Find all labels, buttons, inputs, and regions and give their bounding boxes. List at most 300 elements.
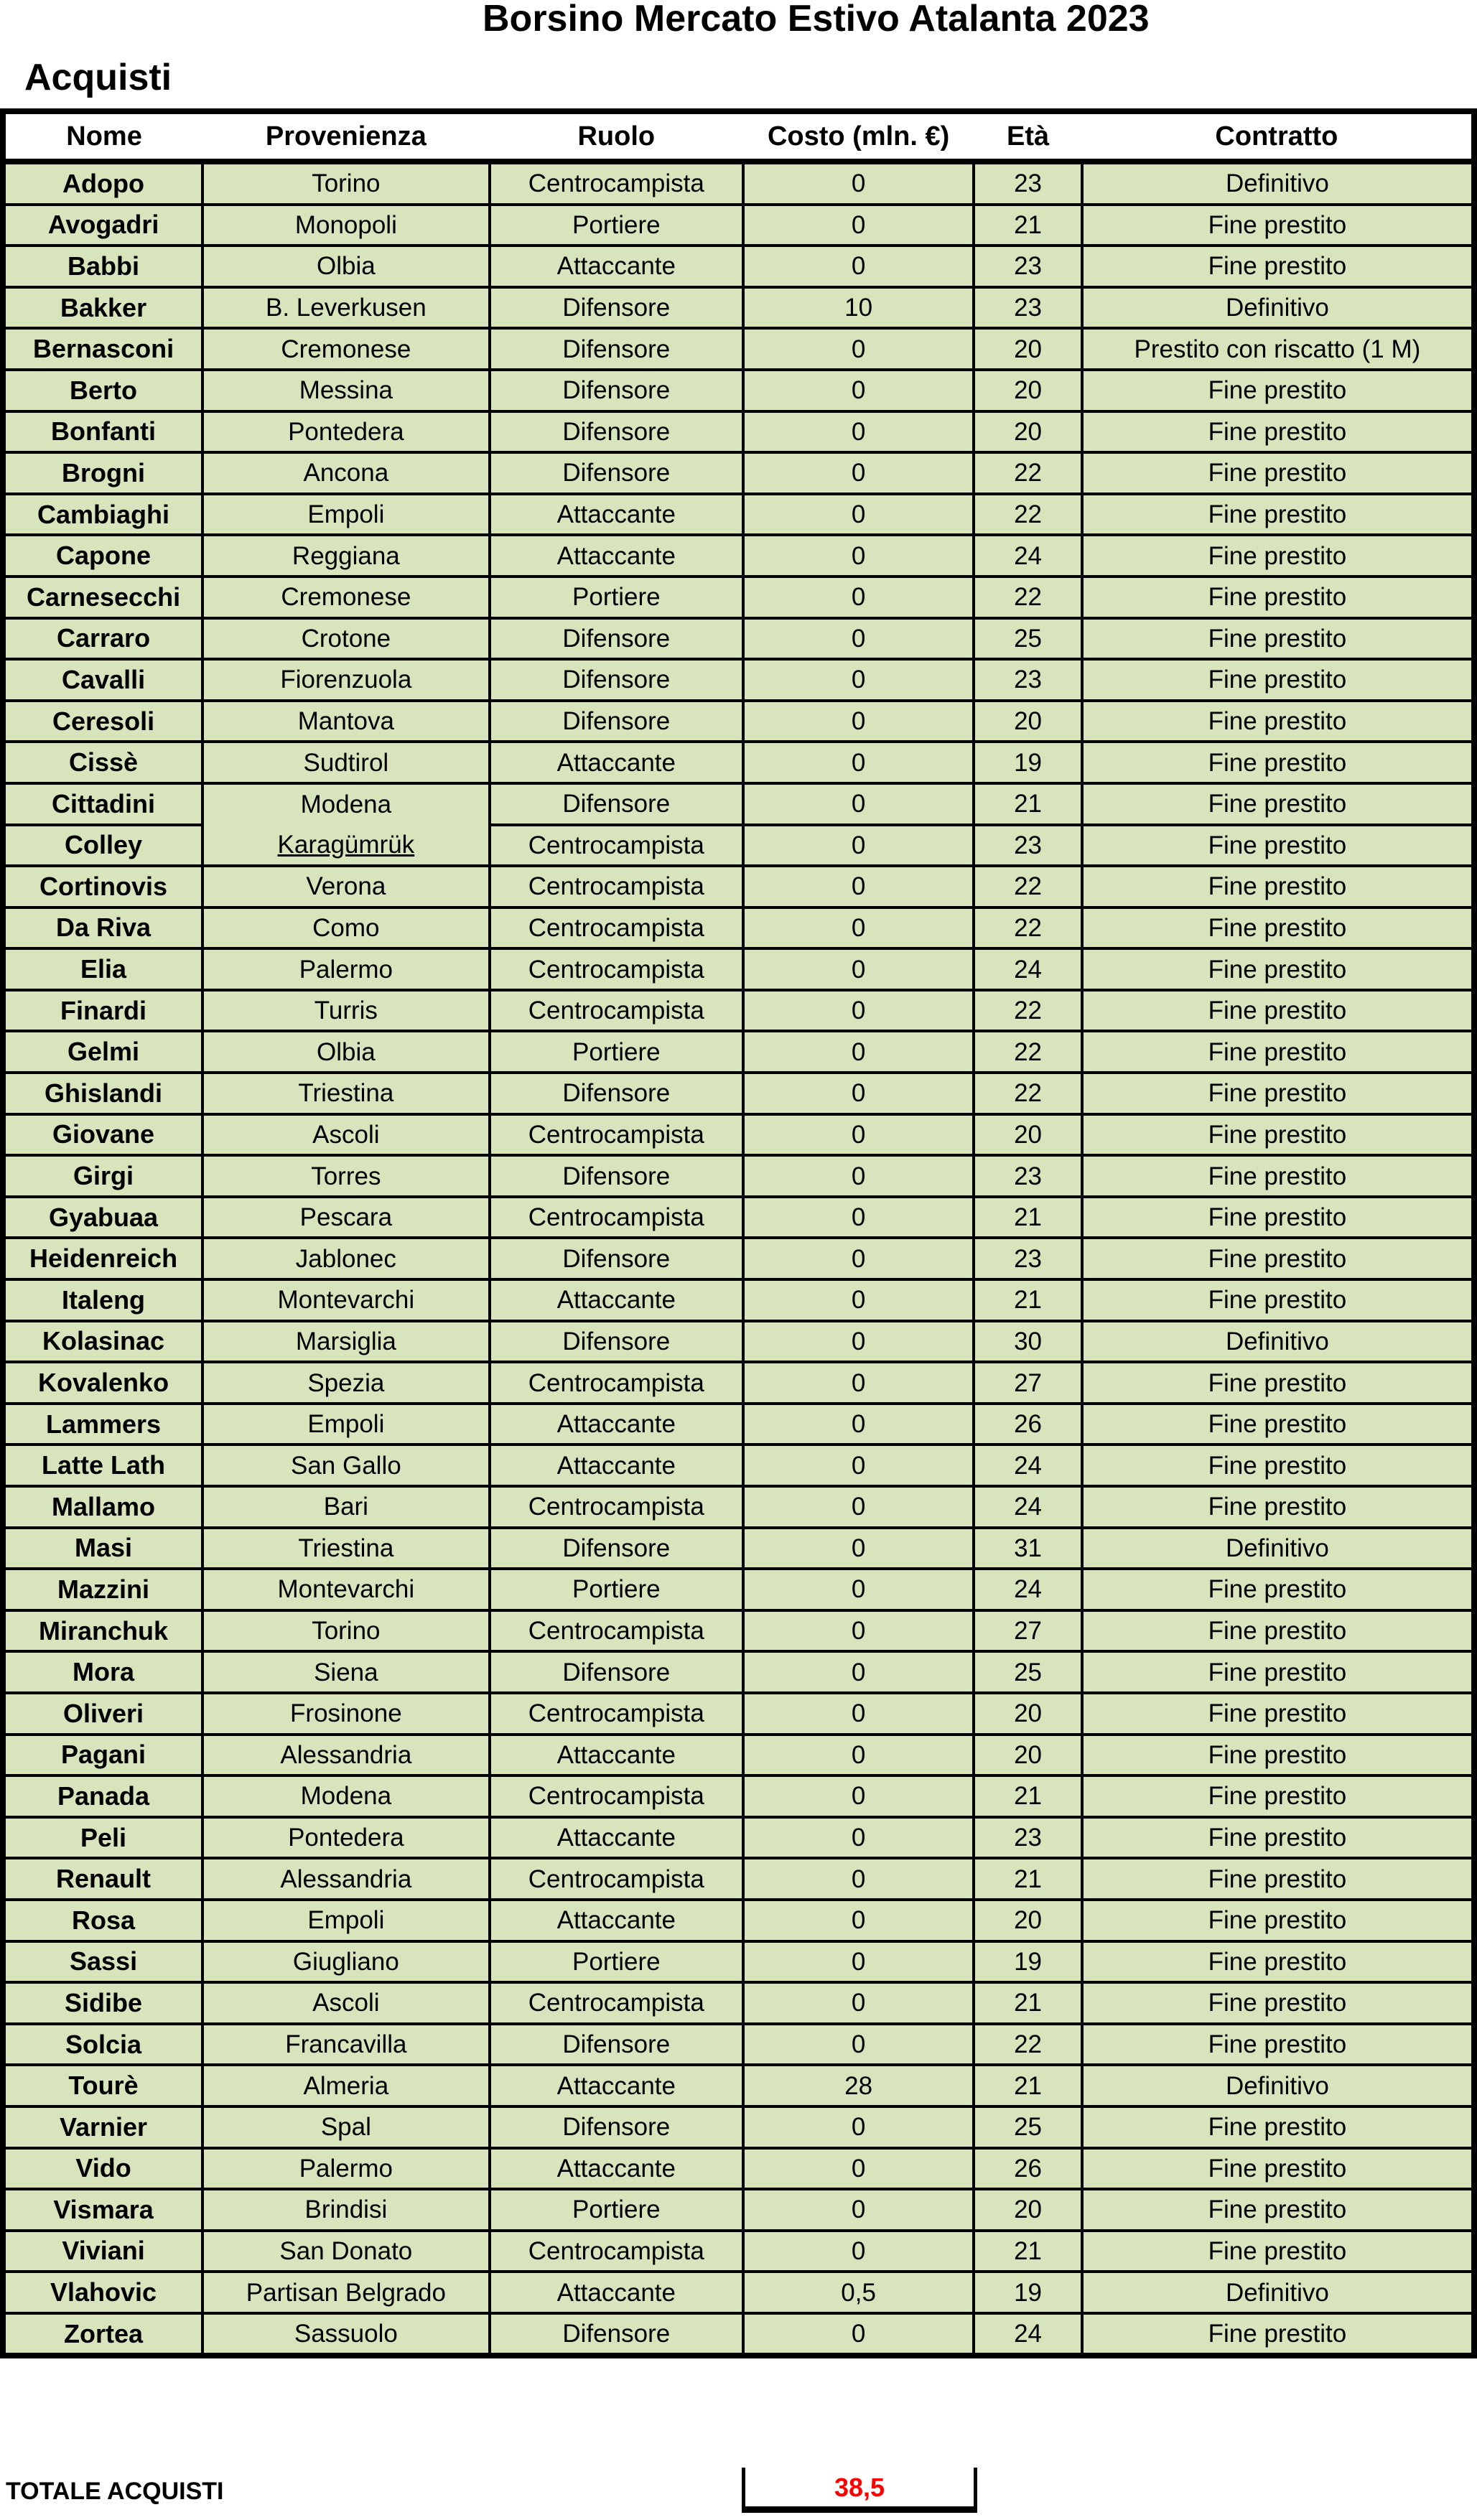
cell-provenienza-text: Modena bbox=[300, 1782, 392, 1811]
cell-costo bbox=[743, 577, 974, 618]
cell-nome bbox=[3, 1031, 202, 1073]
cell-costo bbox=[743, 1031, 974, 1073]
cell-eta bbox=[974, 411, 1082, 453]
cell-nome-text: Tourè bbox=[68, 2071, 139, 2101]
cell-contratto-text: Fine prestito bbox=[1208, 459, 1347, 487]
cell-ruolo bbox=[490, 494, 743, 536]
cell-ruolo-text: Portiere bbox=[572, 2195, 661, 2224]
cell-eta-text: 21 bbox=[1014, 1989, 1042, 2017]
cell-contratto bbox=[1082, 990, 1474, 1032]
table-row bbox=[3, 577, 1474, 618]
cell-provenienza bbox=[202, 618, 490, 660]
cell-provenienza bbox=[202, 328, 490, 370]
cell-eta-text: 20 bbox=[1014, 1906, 1042, 1935]
cell-contratto-text: Fine prestito bbox=[1208, 1493, 1347, 1521]
cell-ruolo-text: Centrocampista bbox=[528, 831, 704, 859]
cell-eta-text: 24 bbox=[1014, 1493, 1042, 1521]
cell-contratto bbox=[1082, 2106, 1474, 2148]
cell-nome bbox=[3, 370, 202, 411]
cell-contratto bbox=[1082, 1404, 1474, 1445]
cell-ruolo bbox=[490, 1073, 743, 1114]
cell-nome bbox=[3, 1528, 202, 1569]
cell-contratto-text: Fine prestito bbox=[1208, 583, 1347, 612]
cell-eta bbox=[974, 162, 1082, 205]
cell-nome-text: Mazzini bbox=[57, 1574, 150, 1604]
cell-costo bbox=[743, 494, 974, 536]
cell-provenienza-text: Bari bbox=[323, 1493, 368, 1521]
cell-provenienza-text: Empoli bbox=[307, 1410, 385, 1439]
cell-ruolo-text: Portiere bbox=[572, 210, 661, 239]
table-row bbox=[3, 370, 1474, 411]
cell-costo bbox=[743, 618, 974, 660]
table-row bbox=[3, 2272, 1474, 2313]
totals-value: 38,5 bbox=[834, 2473, 885, 2502]
cell-nome bbox=[3, 1817, 202, 1859]
cell-eta bbox=[974, 1197, 1082, 1238]
cell-ruolo bbox=[490, 1693, 743, 1735]
cell-nome-text: Zortea bbox=[64, 2318, 144, 2348]
cell-provenienza-text: Karagümrük bbox=[277, 830, 415, 859]
cell-ruolo bbox=[490, 2024, 743, 2066]
cell-costo-text: 0 bbox=[851, 1286, 866, 1315]
cell-nome bbox=[3, 1693, 202, 1735]
cell-provenienza-text: Triestina bbox=[298, 1534, 394, 1562]
cell-nome-text: Colley bbox=[65, 830, 143, 860]
cell-provenienza bbox=[202, 494, 490, 536]
cell-contratto-text: Fine prestito bbox=[1208, 624, 1347, 653]
cell-contratto-text: Fine prestito bbox=[1208, 376, 1347, 405]
cell-eta-text: 23 bbox=[1014, 1162, 1042, 1190]
cell-costo-text: 0 bbox=[851, 417, 866, 446]
cell-costo bbox=[743, 659, 974, 701]
cell-provenienza-text: Verona bbox=[306, 872, 386, 901]
cell-provenienza-text: Pontedera bbox=[288, 417, 404, 446]
cell-eta-text: 22 bbox=[1014, 997, 1042, 1025]
cell-nome bbox=[3, 2313, 202, 2356]
cell-provenienza bbox=[202, 1735, 490, 1776]
cell-contratto-text: Definitivo bbox=[1225, 169, 1329, 198]
cell-eta bbox=[974, 1031, 1082, 1073]
cell-contratto bbox=[1082, 1941, 1474, 1983]
cell-eta-text: 22 bbox=[1014, 872, 1042, 901]
cell-ruolo-text: Attaccante bbox=[556, 2071, 676, 2100]
cell-provenienza bbox=[202, 783, 490, 825]
cell-contratto bbox=[1082, 1858, 1474, 1900]
cell-costo-text: 0 bbox=[851, 1617, 866, 1646]
cell-provenienza bbox=[202, 2148, 490, 2190]
cell-eta bbox=[974, 1569, 1082, 1610]
cell-nome bbox=[3, 990, 202, 1032]
cell-provenienza bbox=[202, 2272, 490, 2313]
totals-value-box bbox=[742, 2468, 977, 2513]
cell-costo bbox=[743, 452, 974, 494]
cell-costo bbox=[743, 990, 974, 1032]
cell-nome-text: Cortinovis bbox=[39, 871, 168, 901]
cell-nome bbox=[3, 2024, 202, 2066]
cell-provenienza-text: Montevarchi bbox=[277, 1575, 415, 1604]
cell-ruolo-text: Attaccante bbox=[556, 1410, 676, 1439]
cell-eta bbox=[974, 1404, 1082, 1445]
cell-costo bbox=[743, 2148, 974, 2190]
cell-costo bbox=[743, 1155, 974, 1197]
cell-nome bbox=[3, 1404, 202, 1445]
cell-eta-text: 21 bbox=[1014, 2236, 1042, 2265]
cell-ruolo bbox=[490, 2148, 743, 2190]
cell-ruolo-text: Centrocampista bbox=[528, 1699, 704, 1728]
cell-ruolo-text: Difensore bbox=[562, 666, 671, 694]
table-header-row bbox=[3, 111, 1474, 162]
table-row bbox=[3, 1817, 1474, 1859]
cell-ruolo-text: Difensore bbox=[562, 1162, 671, 1190]
section-heading: Acquisti bbox=[24, 57, 172, 98]
cell-eta bbox=[974, 825, 1082, 867]
table-row bbox=[3, 1693, 1474, 1735]
cell-ruolo bbox=[490, 328, 743, 370]
cell-provenienza bbox=[202, 1528, 490, 1569]
cell-ruolo bbox=[490, 1404, 743, 1445]
cell-nome bbox=[3, 1238, 202, 1279]
cell-nome-text: Vismara bbox=[53, 2194, 154, 2224]
cell-eta-text: 22 bbox=[1014, 2030, 1042, 2059]
cell-costo-text: 0 bbox=[851, 1947, 866, 1976]
table-row bbox=[3, 494, 1474, 536]
cell-ruolo-text: Difensore bbox=[562, 1658, 671, 1686]
cell-nome-text: Renault bbox=[56, 1864, 152, 1894]
table-row bbox=[3, 1073, 1474, 1114]
table-row bbox=[3, 535, 1474, 577]
cell-nome-text: Gyabuaa bbox=[49, 1202, 159, 1232]
cell-contratto-text: Definitivo bbox=[1225, 294, 1329, 322]
cell-eta-text: 26 bbox=[1014, 2154, 1042, 2183]
cell-contratto-text: Fine prestito bbox=[1208, 1451, 1347, 1480]
cell-eta bbox=[974, 948, 1082, 990]
cell-contratto-text: Fine prestito bbox=[1208, 913, 1347, 942]
cell-provenienza bbox=[202, 2189, 490, 2231]
cell-eta bbox=[974, 494, 1082, 536]
cell-costo-text: 0 bbox=[851, 500, 866, 529]
table-row bbox=[3, 866, 1474, 907]
cell-costo-text: 0 bbox=[851, 583, 866, 612]
cell-nome bbox=[3, 1651, 202, 1693]
cell-contratto bbox=[1082, 328, 1474, 370]
cell-costo-text: 0 bbox=[851, 376, 866, 405]
cell-nome bbox=[3, 1858, 202, 1900]
table-row bbox=[3, 742, 1474, 783]
cell-provenienza bbox=[202, 1197, 490, 1238]
cell-ruolo bbox=[490, 866, 743, 907]
cell-nome-text: Masi bbox=[75, 1533, 133, 1563]
column-header-ruolo: Ruolo bbox=[490, 111, 743, 162]
cell-provenienza bbox=[202, 1817, 490, 1859]
cell-nome bbox=[3, 1114, 202, 1156]
cell-ruolo-text: Centrocampista bbox=[528, 872, 704, 901]
cell-eta-text: 20 bbox=[1014, 376, 1042, 405]
cell-nome-text: Da Riva bbox=[56, 913, 152, 943]
cell-eta bbox=[974, 1238, 1082, 1279]
cell-nome-text: Viviani bbox=[62, 2236, 145, 2266]
cell-ruolo-text: Attaccante bbox=[556, 252, 676, 281]
cell-costo-text: 0 bbox=[851, 748, 866, 777]
cell-costo bbox=[743, 2231, 974, 2272]
cell-provenienza bbox=[202, 1238, 490, 1279]
cell-costo-text: 0 bbox=[851, 1782, 866, 1811]
cell-contratto-text: Definitivo bbox=[1225, 2278, 1329, 2307]
cell-contratto-text: Fine prestito bbox=[1208, 666, 1347, 694]
cell-contratto bbox=[1082, 2024, 1474, 2066]
table-row bbox=[3, 1362, 1474, 1404]
cell-contratto bbox=[1082, 1693, 1474, 1735]
cell-costo bbox=[743, 1321, 974, 1363]
cell-eta bbox=[974, 1528, 1082, 1569]
cell-eta bbox=[974, 452, 1082, 494]
cell-contratto-text: Fine prestito bbox=[1208, 500, 1347, 529]
cell-provenienza-text: Palermo bbox=[299, 2154, 393, 2183]
cell-contratto bbox=[1082, 205, 1474, 246]
cell-costo-text: 0 bbox=[851, 1244, 866, 1273]
cell-eta-text: 23 bbox=[1014, 666, 1042, 694]
cell-eta-text: 24 bbox=[1014, 955, 1042, 984]
cell-ruolo bbox=[490, 1155, 743, 1197]
cell-ruolo-text: Centrocampista bbox=[528, 1120, 704, 1149]
cell-contratto-text: Definitivo bbox=[1225, 1327, 1329, 1355]
cell-nome bbox=[3, 535, 202, 577]
cell-contratto-text: Fine prestito bbox=[1208, 252, 1347, 281]
cell-costo bbox=[743, 1569, 974, 1610]
table-row bbox=[3, 287, 1474, 329]
cell-provenienza-text: Giugliano bbox=[292, 1947, 399, 1976]
cell-contratto bbox=[1082, 948, 1474, 990]
table-row bbox=[3, 411, 1474, 453]
cell-nome bbox=[3, 1155, 202, 1197]
cell-ruolo bbox=[490, 1610, 743, 1652]
cell-nome-text: Avogadri bbox=[47, 210, 159, 240]
cell-contratto-text: Fine prestito bbox=[1208, 210, 1347, 239]
table-row bbox=[3, 1735, 1474, 1776]
cell-eta bbox=[974, 328, 1082, 370]
cell-ruolo-text: Difensore bbox=[562, 2320, 671, 2348]
cell-costo-text: 0 bbox=[851, 1575, 866, 1604]
cell-provenienza-text: Torino bbox=[312, 169, 381, 198]
cell-costo-text: 0 bbox=[851, 1824, 866, 1852]
cell-costo-text: 28 bbox=[844, 2071, 873, 2100]
cell-nome bbox=[3, 2065, 202, 2106]
cell-eta-text: 30 bbox=[1014, 1327, 1042, 1355]
table-row bbox=[3, 1031, 1474, 1073]
cell-ruolo bbox=[490, 2106, 743, 2148]
cell-ruolo bbox=[490, 1238, 743, 1279]
cell-eta bbox=[974, 1114, 1082, 1156]
cell-eta bbox=[974, 1362, 1082, 1404]
table-row bbox=[3, 162, 1474, 205]
table-row bbox=[3, 328, 1474, 370]
table-row bbox=[3, 1279, 1474, 1321]
cell-provenienza bbox=[202, 577, 490, 618]
cell-provenienza bbox=[202, 825, 490, 867]
cell-contratto bbox=[1082, 2065, 1474, 2106]
cell-provenienza-text: Ascoli bbox=[312, 1120, 380, 1149]
cell-nome bbox=[3, 1775, 202, 1817]
cell-nome-text: Mallamo bbox=[52, 1491, 156, 1521]
cell-contratto bbox=[1082, 370, 1474, 411]
cell-provenienza-text: Olbia bbox=[316, 1037, 376, 1066]
cell-eta-text: 24 bbox=[1014, 1575, 1042, 1604]
cell-contratto-text: Fine prestito bbox=[1208, 1782, 1347, 1811]
cell-eta-text: 24 bbox=[1014, 1451, 1042, 1480]
cell-contratto bbox=[1082, 742, 1474, 783]
cell-eta-text: 22 bbox=[1014, 1037, 1042, 1066]
cell-ruolo bbox=[490, 1279, 743, 1321]
cell-ruolo-text: Difensore bbox=[562, 376, 671, 405]
cell-ruolo bbox=[490, 618, 743, 660]
cell-eta-text: 25 bbox=[1014, 624, 1042, 653]
cell-provenienza bbox=[202, 1279, 490, 1321]
cell-contratto bbox=[1082, 618, 1474, 660]
cell-provenienza-text: Marsiglia bbox=[295, 1327, 396, 1355]
cell-ruolo bbox=[490, 1941, 743, 1983]
cell-provenienza-text: Sudtirol bbox=[303, 748, 389, 777]
cell-contratto-text: Fine prestito bbox=[1208, 2236, 1347, 2265]
cell-costo bbox=[743, 866, 974, 907]
cell-costo bbox=[743, 1693, 974, 1735]
cell-eta-text: 22 bbox=[1014, 583, 1042, 612]
cell-nome-text: Giovane bbox=[52, 1119, 155, 1149]
cell-eta bbox=[974, 1610, 1082, 1652]
cell-provenienza bbox=[202, 1941, 490, 1983]
cell-eta-text: 21 bbox=[1014, 1203, 1042, 1232]
cell-nome-text: Pagani bbox=[61, 1740, 146, 1770]
cell-contratto bbox=[1082, 866, 1474, 907]
cell-nome bbox=[3, 328, 202, 370]
cell-provenienza bbox=[202, 411, 490, 453]
cell-contratto bbox=[1082, 1197, 1474, 1238]
cell-nome-text: Finardi bbox=[60, 995, 147, 1025]
cell-provenienza bbox=[202, 1982, 490, 2024]
cell-ruolo-text: Portiere bbox=[572, 1575, 661, 1604]
cell-provenienza-text: Spal bbox=[320, 2113, 371, 2142]
cell-eta-text: 20 bbox=[1014, 2195, 1042, 2224]
cell-nome-text: Lammers bbox=[45, 1409, 162, 1439]
cell-costo bbox=[743, 1486, 974, 1528]
cell-provenienza-text: San Gallo bbox=[290, 1451, 401, 1480]
cell-eta bbox=[974, 1775, 1082, 1817]
cell-ruolo bbox=[490, 783, 743, 825]
cell-contratto bbox=[1082, 1610, 1474, 1652]
cell-ruolo-text: Attaccante bbox=[556, 1740, 676, 1769]
cell-nome bbox=[3, 907, 202, 949]
table-row bbox=[3, 701, 1474, 742]
table-row bbox=[3, 1197, 1474, 1238]
cell-costo-text: 0 bbox=[851, 624, 866, 653]
cell-contratto bbox=[1082, 1238, 1474, 1279]
table-row bbox=[3, 2189, 1474, 2231]
cell-costo-text: 0 bbox=[851, 913, 866, 942]
cell-contratto bbox=[1082, 494, 1474, 536]
cell-ruolo bbox=[490, 370, 743, 411]
acquisti-table bbox=[0, 108, 1477, 2358]
cell-nome bbox=[3, 1610, 202, 1652]
cell-nome-text: Adopo bbox=[62, 168, 145, 198]
cell-provenienza-text: Frosinone bbox=[290, 1699, 402, 1728]
cell-nome-text: Vido bbox=[75, 2153, 131, 2183]
cell-costo-text: 0 bbox=[851, 1865, 866, 1893]
cell-provenienza-text: Francavilla bbox=[285, 2030, 407, 2059]
cell-eta bbox=[974, 2024, 1082, 2066]
cell-contratto-text: Fine prestito bbox=[1208, 1989, 1347, 2017]
cell-eta-text: 31 bbox=[1014, 1534, 1042, 1562]
cell-costo bbox=[743, 825, 974, 867]
cell-costo-text: 0 bbox=[851, 169, 866, 198]
cell-ruolo bbox=[490, 1858, 743, 1900]
cell-contratto-text: Fine prestito bbox=[1208, 1079, 1347, 1108]
cell-provenienza-text: Empoli bbox=[307, 1906, 385, 1935]
cell-provenienza-text: Brindisi bbox=[304, 2195, 388, 2224]
column-header-contratto: Contratto bbox=[1082, 111, 1474, 162]
cell-ruolo-text: Attaccante bbox=[556, 2154, 676, 2183]
cell-ruolo bbox=[490, 1735, 743, 1776]
cell-costo-text: 0 bbox=[851, 335, 866, 363]
cell-provenienza-text: Alessandria bbox=[280, 1865, 412, 1893]
cell-contratto bbox=[1082, 1486, 1474, 1528]
cell-nome-text: Solcia bbox=[65, 2029, 142, 2059]
cell-costo-text: 0 bbox=[851, 210, 866, 239]
table-row bbox=[3, 1569, 1474, 1610]
cell-contratto bbox=[1082, 783, 1474, 825]
cell-ruolo bbox=[490, 2231, 743, 2272]
cell-contratto-text: Fine prestito bbox=[1208, 1203, 1347, 1232]
cell-provenienza bbox=[202, 742, 490, 783]
cell-ruolo bbox=[490, 1982, 743, 2024]
table-row bbox=[3, 907, 1474, 949]
cell-eta bbox=[974, 618, 1082, 660]
cell-eta bbox=[974, 535, 1082, 577]
cell-nome bbox=[3, 866, 202, 907]
cell-eta bbox=[974, 907, 1082, 949]
cell-eta bbox=[974, 205, 1082, 246]
cell-provenienza-text: Reggiana bbox=[292, 541, 400, 570]
cell-provenienza-text: Sassuolo bbox=[294, 2320, 398, 2348]
cell-eta-text: 25 bbox=[1014, 1658, 1042, 1686]
cell-nome bbox=[3, 948, 202, 990]
cell-ruolo-text: Centrocampista bbox=[528, 1989, 704, 2017]
cell-costo bbox=[743, 1982, 974, 2024]
cell-costo-text: 0 bbox=[851, 872, 866, 901]
cell-nome bbox=[3, 452, 202, 494]
cell-contratto bbox=[1082, 452, 1474, 494]
cell-contratto-text: Fine prestito bbox=[1208, 1575, 1347, 1604]
cell-contratto-text: Fine prestito bbox=[1208, 2195, 1347, 2224]
cell-eta-text: 22 bbox=[1014, 913, 1042, 942]
cell-contratto bbox=[1082, 1031, 1474, 1073]
column-header-eta: Età bbox=[974, 111, 1082, 162]
cell-nome-text: Capone bbox=[56, 541, 152, 571]
cell-costo bbox=[743, 1114, 974, 1156]
cell-contratto-text: Fine prestito bbox=[1208, 1244, 1347, 1273]
cell-nome bbox=[3, 1362, 202, 1404]
cell-provenienza bbox=[202, 1073, 490, 1114]
table-row bbox=[3, 2313, 1474, 2356]
cell-ruolo bbox=[490, 535, 743, 577]
cell-eta-text: 19 bbox=[1014, 2278, 1042, 2307]
cell-nome-text: Cambiaghi bbox=[37, 499, 170, 529]
table-row bbox=[3, 1900, 1474, 1941]
cell-contratto-text: Fine prestito bbox=[1208, 1699, 1347, 1728]
cell-ruolo bbox=[490, 246, 743, 287]
table-row bbox=[3, 1445, 1474, 1486]
cell-nome bbox=[3, 2189, 202, 2231]
cell-nome bbox=[3, 742, 202, 783]
cell-ruolo-text: Centrocampista bbox=[528, 1203, 704, 1232]
cell-nome-text: Varnier bbox=[59, 2111, 148, 2142]
